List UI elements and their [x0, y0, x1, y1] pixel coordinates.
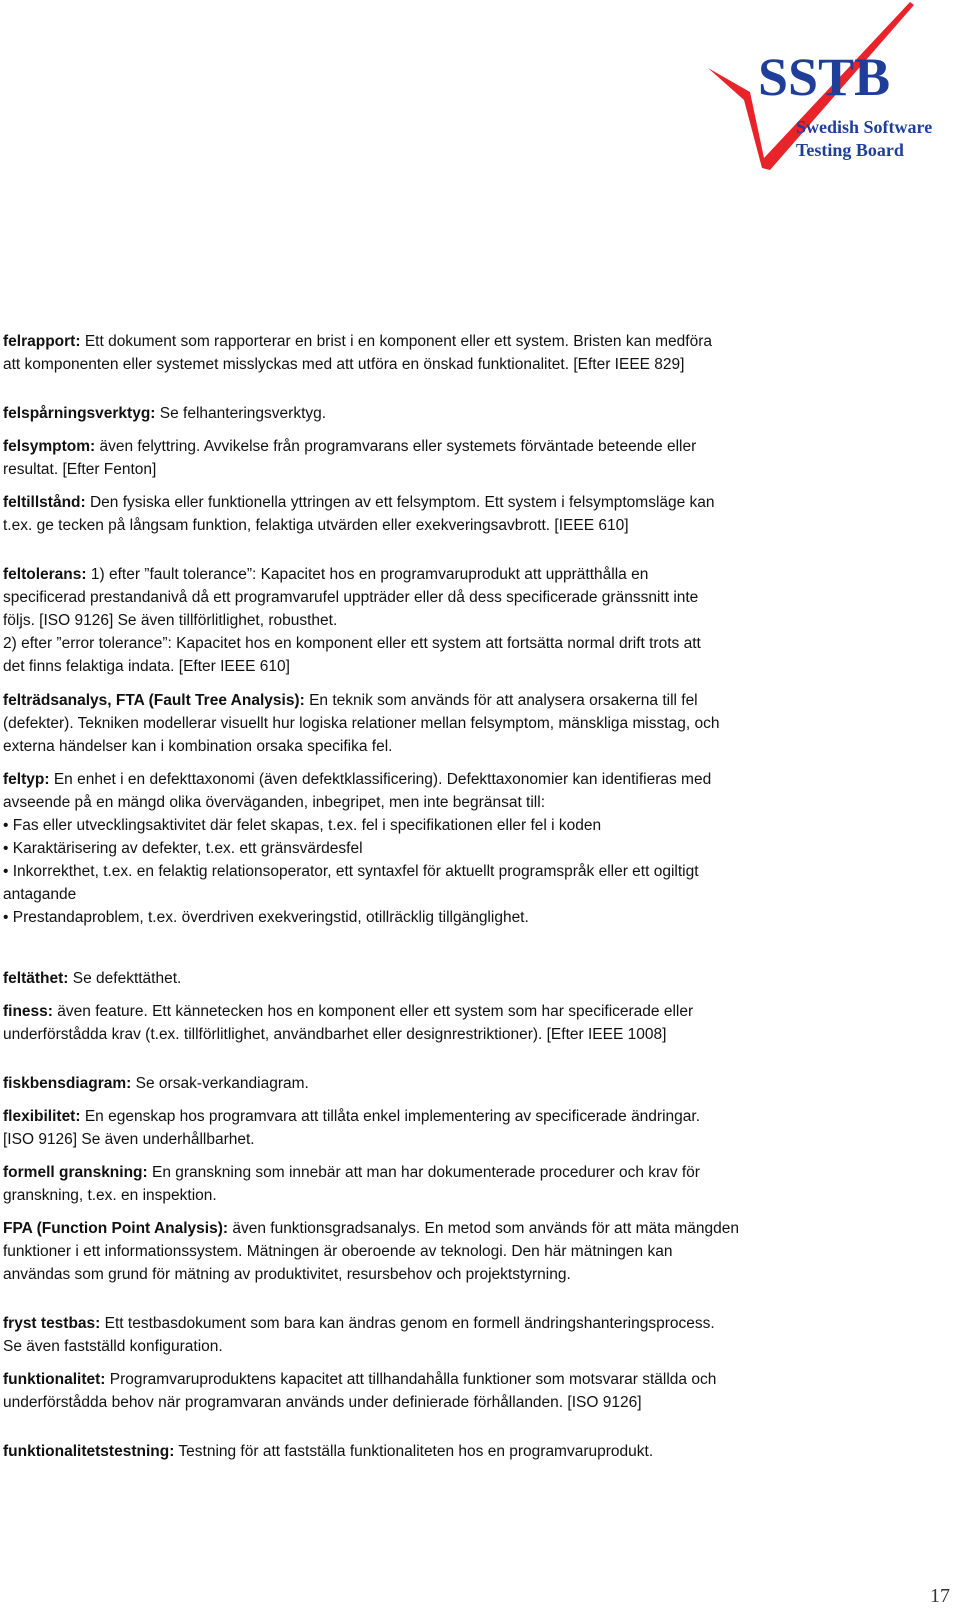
entry-bullet: • Karaktärisering av defekter, t.ex. ett gränsvärdesfel [3, 840, 363, 857]
entry-text: följs. [ISO 9126] Se även tillförlitlighet, robusthet. [3, 612, 338, 629]
glossary-entry [3, 1368, 823, 1414]
entry-text: 1) efter ”fault tolerance”: Kapacitet hos en programvaruprodukt att upprätthålla en [90, 566, 649, 583]
entry-text: Se orsak-verkandiagram. [135, 1075, 309, 1092]
entry-term: feltyp: [3, 771, 50, 788]
glossary-entry [3, 1217, 823, 1286]
entry-bullet: • Fas eller utvecklingsaktivitet där felet skapas, t.ex. fel i specifikationen eller fel i koden [3, 817, 602, 834]
entry-text: resultat. [Efter Fenton] [3, 461, 157, 478]
entry-text: Den fysiska eller funktionella yttringen av ett felsymptom. Ett system i felsymptomsläge kan [89, 494, 715, 511]
entry-term: felträdsanalys, FTA (Fault Tree Analysis): [3, 692, 305, 709]
glossary-entry [3, 435, 823, 481]
entry-text: t.ex. ge tecken på långsam funktion, felaktiga utvärden eller exekveringsavbrott. [IEEE 610] [3, 517, 629, 534]
entry-text: antagande [3, 886, 77, 903]
entry-text: Se även fastställd konfiguration. [3, 1338, 223, 1355]
entry-text: användas som grund för mätning av produktivitet, resursbehov och projektstyrning. [3, 1266, 571, 1283]
entry-term: felsymptom: [3, 438, 96, 455]
entry-text: funktioner i ett informationssystem. Mätningen är oberoende av teknologi. Den här mätningen kan [3, 1243, 673, 1260]
entry-text: En granskning som innebär att man har dokumenterade procedurer och krav för [152, 1164, 700, 1181]
entry-text: det finns felaktiga indata. [Efter IEEE 610] [3, 658, 290, 675]
logo-abbr: SSTB [758, 47, 891, 107]
entry-text: att komponenten eller systemet misslyckas med att utföra en önskad funktionalitet. [Efter IEEE 829] [3, 356, 685, 373]
entry-term: formell granskning: [3, 1164, 148, 1181]
entry-term: feltillstånd: [3, 494, 86, 511]
entry-term: finess: [3, 1003, 53, 1020]
sstb-logo [708, 0, 960, 170]
entry-text: granskning, t.ex. en inspektion. [3, 1187, 217, 1204]
entry-term: felrapport: [3, 333, 81, 350]
entry-term: flexibilitet: [3, 1108, 81, 1125]
glossary-entry [3, 330, 823, 376]
entry-term: funktionalitet: [3, 1371, 106, 1388]
glossary-entry [3, 1072, 823, 1095]
entry-text: även funktionsgradsanalys. En metod som används för att mäta mängden [232, 1220, 739, 1237]
glossary-entry [3, 1105, 823, 1151]
entry-bullet: • Inkorrekthet, t.ex. en felaktig relationsoperator, ett syntaxfel för aktuellt programspråk eller ett ogiltigt [3, 863, 699, 880]
entry-term: fryst testbas: [3, 1315, 101, 1332]
glossary-entry [3, 768, 823, 929]
glossary-entry [3, 689, 823, 758]
entry-text: avseende på en mängd olika överväganden, inbegripet, men inte begränsat till: [3, 794, 546, 811]
entry-term: funktionalitetstestning: [3, 1443, 175, 1460]
entry-text: även felyttring. Avvikelse från programvarans eller systemets förväntade beteende eller [99, 438, 697, 455]
entry-text: 2) efter ”error tolerance”: Kapacitet hos en komponent eller ett system att fortsätta normal drift trots att [3, 635, 701, 652]
entry-bullet: • Prestandaproblem, t.ex. överdriven exekveringstid, otillräcklig tillgänglighet. [3, 909, 529, 926]
glossary-entry [3, 1000, 823, 1046]
logo-line-2: Testing Board [796, 140, 904, 160]
entry-term: FPA (Function Point Analysis): [3, 1220, 229, 1237]
glossary-entry [3, 491, 823, 537]
entry-text: Programvaruproduktens kapacitet att tillhandahålla funktioner som motsvarar ställda och [109, 1371, 717, 1388]
entry-term: felspårningsverktyg: [3, 405, 156, 422]
entry-text: Se defekttäthet. [72, 970, 182, 987]
entry-term: feltäthet: [3, 970, 69, 987]
entry-text: Ett testbasdokument som bara kan ändras genom en formell ändringshanteringsprocess. [104, 1315, 715, 1332]
logo-line-1: Swedish Software [796, 117, 933, 137]
glossary-entry [3, 967, 823, 990]
entry-text: En enhet i en defekttaxonomi (även defektklassificering). Defekttaxonomier kan identifieras med [53, 771, 712, 788]
entry-text: (defekter). Tekniken modellerar visuellt hur logiska relationer mellan felsymptom, mänskliga misstag, och [3, 715, 720, 732]
glossary-entry [3, 1312, 823, 1358]
entry-text: specificerad prestandanivå då ett programvarufel uppträder eller då dess specificerade gränssnitt inte [3, 589, 699, 606]
entry-text: En teknik som används för att analysera orsakerna till fel [309, 692, 698, 709]
entry-text: Ett dokument som rapporterar en brist i en komponent eller ett system. Bristen kan medföra [84, 333, 712, 350]
entry-text: [ISO 9126] Se även underhållbarhet. [3, 1131, 255, 1148]
sstb-logo-mark [708, 0, 960, 170]
glossary-entry [3, 563, 823, 678]
glossary-entry [3, 1440, 823, 1463]
glossary-content [3, 330, 823, 1463]
page-number: 17 [930, 1585, 950, 1607]
entry-text: underförstådda behov när programvaran används under definierade förhållanden. [ISO 9126] [3, 1394, 642, 1411]
entry-text: Testning för att fastställa funktionaliteten hos en programvaruprodukt. [178, 1443, 654, 1460]
entry-term: fiskbensdiagram: [3, 1075, 132, 1092]
entry-text: En egenskap hos programvara att tillåta enkel implementering av specificerade ändringar. [84, 1108, 701, 1125]
glossary-entry [3, 1161, 823, 1207]
entry-text: underförstådda krav (t.ex. tillförlitlighet, användbarhet eller designrestriktioner). [Efter IEEE 1008] [3, 1026, 667, 1043]
glossary-entry [3, 402, 823, 425]
entry-text: även feature. Ett kännetecken hos en komponent eller ett system som har specificerade eller [57, 1003, 694, 1020]
entry-text: externa händelser kan i kombination orsaka specifika fel. [3, 738, 393, 755]
entry-term: feltolerans: [3, 566, 87, 583]
entry-text: Se felhanteringsverktyg. [159, 405, 327, 422]
